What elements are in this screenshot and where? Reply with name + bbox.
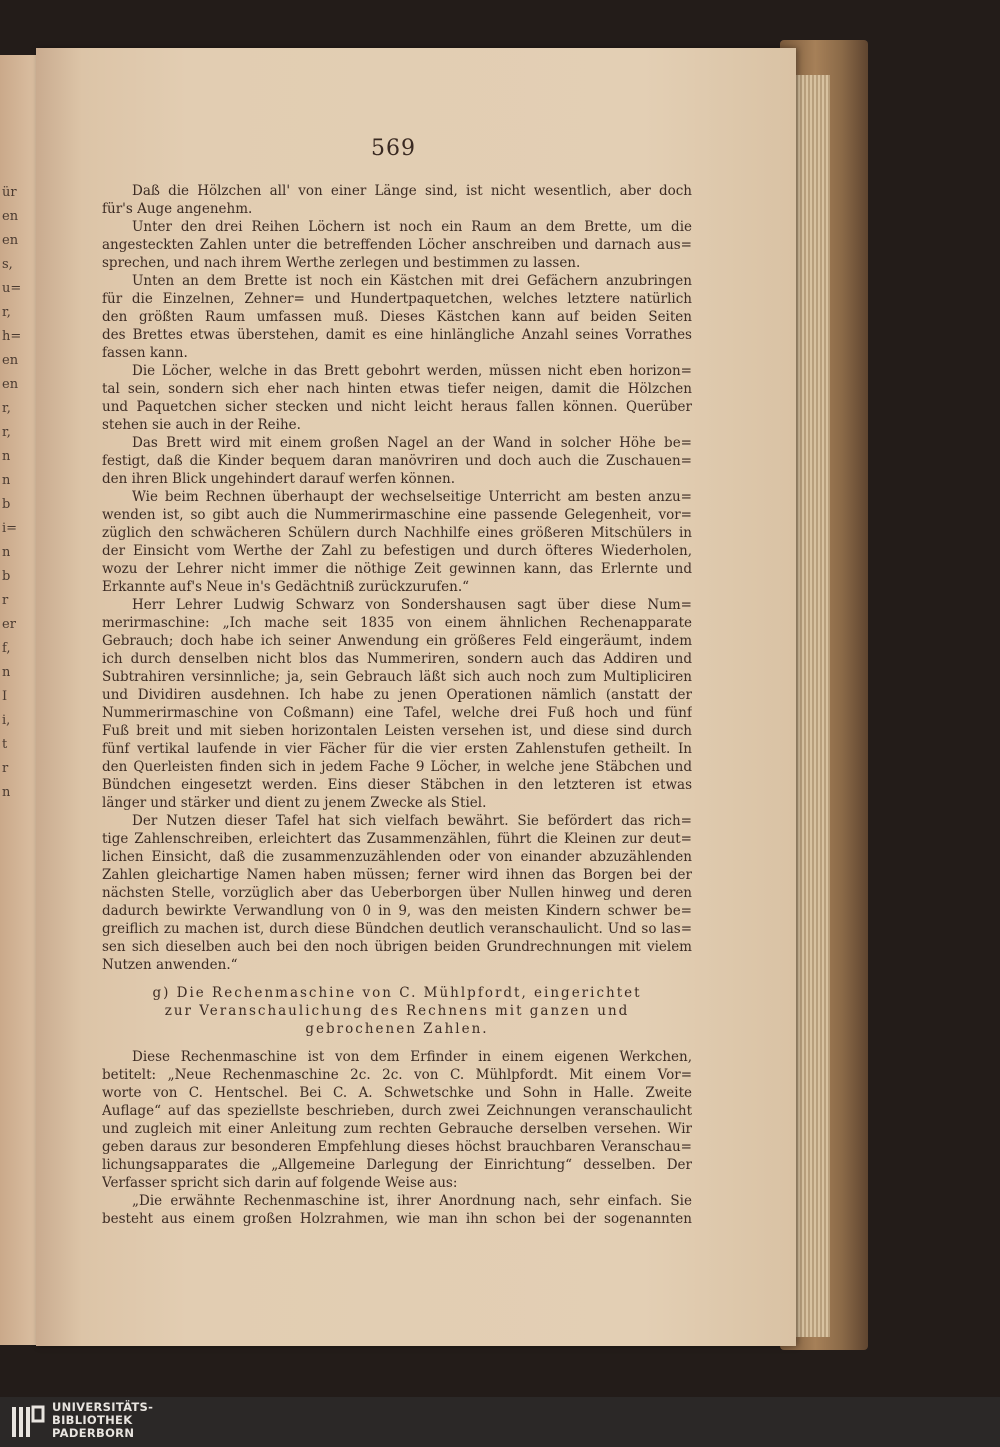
left-page-fragment: [0, 55, 40, 1345]
text-line: Nutzen anwenden.“: [102, 957, 238, 973]
text-line: sprechen, und nach ihrem Werthe zerlegen und bestimmen zu lassen.: [102, 255, 581, 271]
left-page-text-fragment: n: [2, 449, 11, 464]
text-line: Unter den drei Reihen Löchern ist noch ein Raum an dem Brette, um die: [132, 219, 692, 235]
text-line: lichungsapparates die „Allgemeine Darlegung der Einrichtung“ desselben. Der: [102, 1157, 692, 1173]
text-line: Subtrahiren versinnliche; ja, sein Gebrauch läßt sich auch noch zum Multipliciren: [102, 669, 692, 685]
section-gap: [102, 974, 692, 984]
text-line: Daß die Hölzchen all' von einer Länge sind, ist nicht wesentlich, aber doch: [132, 183, 692, 199]
left-page-text-fragment: b: [2, 569, 11, 584]
left-page-text-fragment: r,: [2, 401, 11, 416]
text-line: länger und stärker und dient zu jenem Zwecke als Stiel.: [102, 795, 487, 811]
left-page-text-fragment: s,: [2, 257, 13, 272]
text-line: nächsten Stelle, vorzüglich aber das Ueberborgen über Nullen hinweg und deren: [102, 885, 692, 901]
text-line: dadurch bewirkte Verwandlung von 0 in 9, was den meisten Kindern schwer be=: [102, 903, 692, 919]
left-page-text-fragment: en: [2, 353, 19, 368]
text-line: tal sein, sondern sich eher nach hinten etwas tiefer neigen, damit die Hölzchen: [102, 381, 692, 397]
library-name: [52, 1401, 153, 1440]
section-heading-line: g) Die Rechenmaschine von C. Mühlpfordt, eingerichtet: [152, 985, 642, 1001]
left-page-text-fragment: t: [2, 737, 8, 752]
text-line: merirmaschine: „Ich mache seit 1835 von einem ähnlichen Rechenapparate: [102, 615, 692, 631]
text-line: Zahlen gleichartige Namen haben müssen; ferner wird ihnen das Borgen bei der: [102, 867, 692, 883]
left-page-text-fragment: ür: [2, 185, 17, 200]
page-block-edges: [790, 75, 830, 1337]
text-line: der Einsicht vom Werthe der Zahl zu befestigen und durch öfteres Wiederholen,: [102, 543, 692, 559]
text-line: Unten an dem Brette ist noch ein Kästchen mit drei Gefächern anzubringen: [132, 273, 692, 289]
text-line: besteht aus einem großen Holzrahmen, wie man ihn schon bei der sogenannten: [102, 1211, 692, 1227]
library-name-line1: UNIVERSITÄTS-: [52, 1400, 154, 1414]
text-line: greiflich zu machen ist, durch diese Bündchen deutlich veranschaulicht. Und so las=: [102, 921, 692, 937]
text-line: „Die erwähnte Rechenmaschine ist, ihrer Anordnung nach, sehr einfach. Sie: [132, 1193, 692, 1209]
text-line: Die Löcher, welche in das Brett gebohrt werden, müssen nicht eben horizon=: [132, 363, 692, 379]
text-line: züglich den schwächeren Schülern durch Nachhilfe eines größeren Mitschülers in: [102, 525, 692, 541]
text-line: Auflage“ auf das speziellste beschrieben, durch zwei Zeichnungen veranschaulicht: [102, 1103, 692, 1119]
text-line: sen sich dieselben auch bei den noch übrigen beiden Grundrechnungen mit vielem: [102, 939, 692, 955]
text-line: angesteckten Zahlen unter die betreffenden Löcher anschreiben und darnach aus=: [102, 237, 692, 253]
left-page-text-fragment: n: [2, 473, 11, 488]
university-library-logo-icon: [10, 1404, 46, 1440]
text-line: den größten Raum umfassen muß. Dieses Kästchen kann auf beiden Seiten: [102, 309, 692, 325]
left-page-text-fragment: en: [2, 233, 19, 248]
page-number: 569: [371, 136, 416, 161]
text-line: Diese Rechenmaschine ist von dem Erfinder in einem eigenen Werkchen,: [132, 1049, 692, 1065]
text-line: Nummerirmaschine von Coßmann) eine Tafel, welche drei Fuß hoch und fünf: [102, 705, 692, 721]
text-line: Fuß breit und mit sieben horizontalen Leisten versehen ist, und diese sind durch: [102, 723, 692, 739]
left-page-text-fragment: r: [2, 593, 9, 608]
left-page-text-fragment: u=: [2, 281, 22, 296]
text-line: ich durch denselben nicht blos das Nummeriren, sondern auch das Addiren und: [102, 651, 692, 667]
text-line: und Dividiren ausdehnen. Ich habe zu jenen Operationen nämlich (anstatt der: [102, 687, 692, 703]
text-line: Gebrauch; doch habe ich seiner Anwendung ein größeres Feld eingeräumt, indem: [102, 633, 692, 649]
section-heading-line: gebrochenen Zahlen.: [305, 1021, 489, 1037]
text-line: stehen sie auch in der Reihe.: [102, 417, 301, 433]
left-page-text-fragment: i=: [2, 521, 18, 536]
text-line: Erkannte auf's Neue in's Gedächtniß zurückzurufen.“: [102, 579, 470, 595]
text-line: und zugleich mit einer Anleitung zum rechten Gebrauche derselben versehen. Wir: [102, 1121, 692, 1137]
text-line: worte von C. Hentschel. Bei C. A. Schwetschke und Sohn in Halle. Zweite: [102, 1085, 692, 1101]
text-line: Wie beim Rechnen überhaupt der wechselseitige Unterricht am besten anzu=: [132, 489, 692, 505]
text-line: für die Einzelnen, Zehner= und Hundertpaquetchen, welches letztere natürlich: [102, 291, 692, 307]
text-line: für's Auge angenehm.: [102, 201, 253, 217]
book-page: [36, 48, 796, 1346]
left-page-text-fragment: en: [2, 377, 19, 392]
left-page-text-fragment: n: [2, 785, 11, 800]
text-line: Der Nutzen dieser Tafel hat sich vielfach bewährt. Sie befördert das rich=: [132, 813, 692, 829]
text-line: den ihren Blick ungehindert darauf werfen können.: [102, 471, 455, 487]
library-name-line2: BIBLIOTHEK: [52, 1413, 133, 1427]
page-body-text: [102, 182, 692, 1228]
left-page-text-fragment: b: [2, 497, 11, 512]
left-page-text-fragment: I: [2, 689, 8, 704]
text-line: fassen kann.: [102, 345, 188, 361]
text-line: wozu der Lehrer nicht immer die nöthige Zeit gewinnen kann, das Erlernte und: [102, 561, 692, 577]
text-line: wenden ist, so gibt auch die Nummerirmaschine eine passende Gelegenheit, vor=: [102, 507, 692, 523]
left-page-text-fragment: f,: [2, 641, 11, 656]
left-page-text-fragment: en: [2, 209, 19, 224]
text-line: festigt, daß die Kinder bequem daran manövriren und doch auch die Zuschauen=: [102, 453, 692, 469]
left-page-text-fragment: r: [2, 761, 9, 776]
text-line: des Brettes etwas überstehen, damit es eine hinlängliche Anzahl seines Vorrathes: [102, 327, 692, 343]
text-line: fünf vertikal laufende in vier Fächer für die vier ersten Zahlenstufen getheilt. In: [102, 741, 692, 757]
text-line: tige Zahlenschreiben, erleichtert das Zusammenzählen, führt die Kleinen zur deut=: [102, 831, 692, 847]
text-line: den Querleisten finden sich in jedem Fache 9 Löcher, in welche jene Stäbchen und: [102, 759, 692, 775]
left-page-text-fragment: n: [2, 665, 11, 680]
left-page-text-fragment: h=: [2, 329, 22, 344]
section-gap: [102, 1038, 692, 1048]
left-page-text-fragment: r,: [2, 425, 11, 440]
text-line: Bündchen eingesetzt werden. Eins dieser Stäbchen in den letzteren ist etwas: [102, 777, 692, 793]
left-page-text-fragment: r,: [2, 305, 11, 320]
left-page-text-fragment: n: [2, 545, 11, 560]
text-line: geben daraus zur besonderen Empfehlung dieses höchst brauchbaren Veranschau=: [102, 1139, 692, 1155]
section-heading-line: zur Veranschaulichung des Rechnens mit ganzen und: [164, 1003, 630, 1019]
left-page-text-fragment: er: [2, 617, 16, 632]
left-page-text-fragment: i,: [2, 713, 11, 728]
text-line: betitelt: „Neue Rechenmaschine 2c. 2c. von C. Mühlpfordt. Mit einem Vor=: [102, 1067, 692, 1083]
library-name-line3: PADERBORN: [52, 1426, 135, 1440]
text-line: Herr Lehrer Ludwig Schwarz von Sondershausen sagt über diese Num=: [132, 597, 692, 613]
text-line: Verfasser spricht sich darin auf folgende Weise aus:: [102, 1175, 458, 1191]
text-line: Das Brett wird mit einem großen Nagel an der Wand in solcher Höhe be=: [132, 435, 692, 451]
text-line: und Paquetchen sicher stecken und nicht leicht heraus fallen können. Querüber: [102, 399, 692, 415]
text-line: lichen Einsicht, daß die zusammenzuzählenden oder von einander abzuzählenden: [102, 849, 692, 865]
